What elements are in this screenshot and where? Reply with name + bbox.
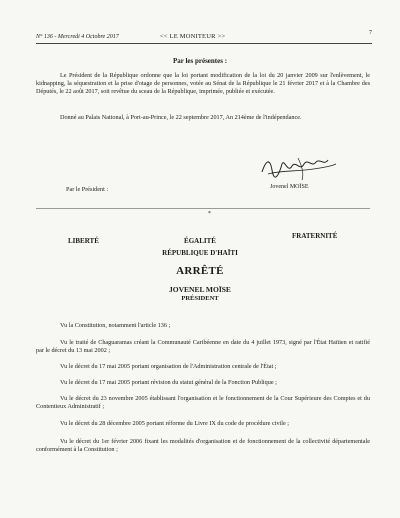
by-president-label: Par le Président : — [66, 186, 109, 193]
visa-paragraph: Vu le décret du 1er février 2006 fixant les modalités d'organisation et de fonctionnement de la collectivité départementale conformément à la Constitution ; — [36, 438, 370, 454]
page-number: 7 — [369, 30, 372, 36]
issue-number: N° 136 - Mercredi 4 Octobre 2017 — [36, 34, 119, 40]
handwritten-signature — [258, 152, 338, 184]
republic-name: RÉPUBLIQUE D'HAÏTI — [162, 249, 238, 257]
president-name: JOVENEL MOÏSE — [169, 285, 231, 294]
header-rule — [36, 43, 372, 44]
visa-paragraph: Vu le traité de Chaguaramas créant la Communauté Caribéenne en date du 4 juillet 1973, signé par l'État Haïtien et ratifié par le décret du 13 mai 2002 ; — [36, 339, 370, 355]
motto-liberte: LIBERTÉ — [68, 237, 99, 245]
section-divider — [36, 208, 370, 209]
divider-mark: * — [208, 211, 211, 217]
arrete-title: ARRÊTÉ — [176, 265, 224, 277]
visa-paragraph: Vu le décret du 28 décembre 2005 portant réforme du Livre IX du code de procédure civile ; — [60, 420, 289, 427]
president-title: PRÉSIDENT — [181, 295, 219, 302]
visa-paragraph: Vu le décret du 17 mai 2005 portant organisation de l'Administration centrale de l'État ; — [60, 363, 277, 370]
visa-paragraph: Vu la Constitution, notamment l'article 136 ; — [60, 322, 171, 329]
promulgation-paragraph: Le Président de la République ordonne que la loi portant modification de la loi du 20 janvier 2009 sur l'enlèvement, le kidnapping, la séquestration et la prise d'otage de personnes, votée au Sénat de la République le 21 février 2017 et à la Chambre des Députés, le 22 août 2017, soit revêtue du sceau de la République, imprimée, publiée et exécutée. — [36, 72, 370, 96]
newspaper-title: << LE MONITEUR >> — [160, 33, 226, 40]
presentes-heading: Par les présentes : — [172, 57, 228, 65]
motto-fraternite: FRATERNITÉ — [292, 232, 338, 240]
visa-paragraph: Vu le décret du 17 mai 2005 portant révision du statut général de la Fonction Publique ; — [60, 379, 277, 386]
motto-egalite: ÉGALITÉ — [184, 237, 216, 245]
visa-paragraph: Vu le décret du 23 novembre 2005 établissant l'organisation et le fonctionnement de la Cour Supérieure des Comptes et du Contentieux Administratif ; — [36, 395, 370, 411]
signer-name: Jovenel MOÏSE — [270, 184, 309, 190]
given-at-paragraph: Donné au Palais National, à Port-au-Prince, le 22 septembre 2017, An 214ème de l'indépendance. — [60, 114, 302, 121]
